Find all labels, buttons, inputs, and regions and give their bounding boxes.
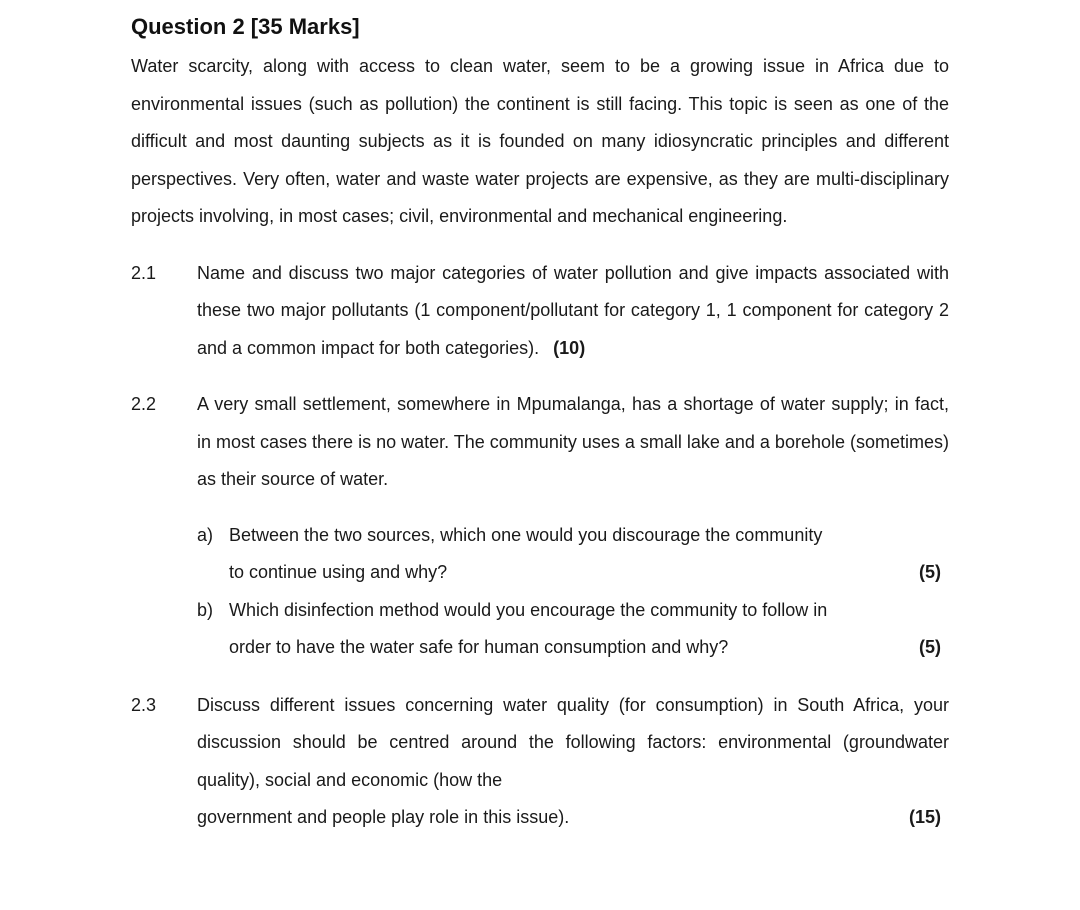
subquestion-a bbox=[197, 517, 949, 592]
question-2-3-body bbox=[197, 687, 949, 837]
question-2-1 bbox=[131, 255, 949, 368]
question-2-2 bbox=[131, 386, 949, 499]
question-text bbox=[197, 255, 949, 368]
question-2-3-marks: (15) bbox=[908, 807, 941, 827]
question-2-3 bbox=[131, 687, 949, 837]
question-number: 2.2 bbox=[131, 394, 157, 414]
subquestion-b-line2: order to have the water safe for human consumption and why? bbox=[229, 637, 729, 657]
subquestion-body bbox=[229, 592, 949, 667]
subquestion-b-line2-row bbox=[229, 629, 949, 667]
subquestion-label: a) bbox=[197, 524, 214, 545]
question-2-2-text: A very small settlement, somewhere in Mpumalanga, has a shortage of water supply; in fact, in most cases there is no water. The community uses a small lake and a borehole (sometimes) as their source of water. bbox=[197, 394, 950, 489]
subquestion-a-line2-row bbox=[229, 554, 949, 592]
subquestion-a-line1: Between the two sources, which one would you discourage the community bbox=[229, 524, 823, 545]
question-heading: Question 2 [35 Marks] bbox=[131, 14, 360, 39]
question-page bbox=[131, 10, 949, 837]
question-2-3-last-row bbox=[197, 799, 949, 837]
question-2-1-text: Name and discuss two major categories of water pollution and give impacts associated with these two major pollutants (1 component/pollutant for category 1, 1 component for category 2 and a common impact for both categories). bbox=[197, 262, 949, 358]
question-number: 2.1 bbox=[131, 262, 157, 283]
subquestion-b-line1: Which disinfection method would you encourage the community to follow in bbox=[229, 599, 828, 620]
subquestion-b-marks: (5) bbox=[919, 637, 941, 657]
question-number: 2.3 bbox=[131, 694, 157, 715]
subquestion-b bbox=[197, 592, 949, 667]
subquestion-body bbox=[229, 517, 949, 592]
question-2-3-last-line: government and people play role in this issue). bbox=[197, 807, 570, 827]
question-2-1-marks: (10) bbox=[553, 337, 586, 358]
subquestion-a-line2: to continue using and why? bbox=[229, 562, 448, 582]
subquestion-a-marks: (5) bbox=[919, 562, 941, 582]
intro-paragraph: Water scarcity, along with access to clean water, seem to be a growing issue in Africa due to environmental issues (such as pollution) the continent is still facing. This topic is seen as one of the difficult and most daunting subjects as it is founded on many idiosyncratic principles and different perspectives. Very often, water and waste water projects are expensive, as they are multi-disciplinary projects involving, in most cases; civil, environmental and mechanical engineering. bbox=[131, 56, 949, 226]
question-2-2-subquestions bbox=[197, 517, 949, 667]
question-2-3-text: Discuss different issues concerning water quality (for consumption) in South Africa, your discussion should be centred around the following factors: environmental (groundwater quality), social and economic (how the bbox=[197, 694, 949, 790]
subquestion-label: b) bbox=[197, 599, 214, 620]
